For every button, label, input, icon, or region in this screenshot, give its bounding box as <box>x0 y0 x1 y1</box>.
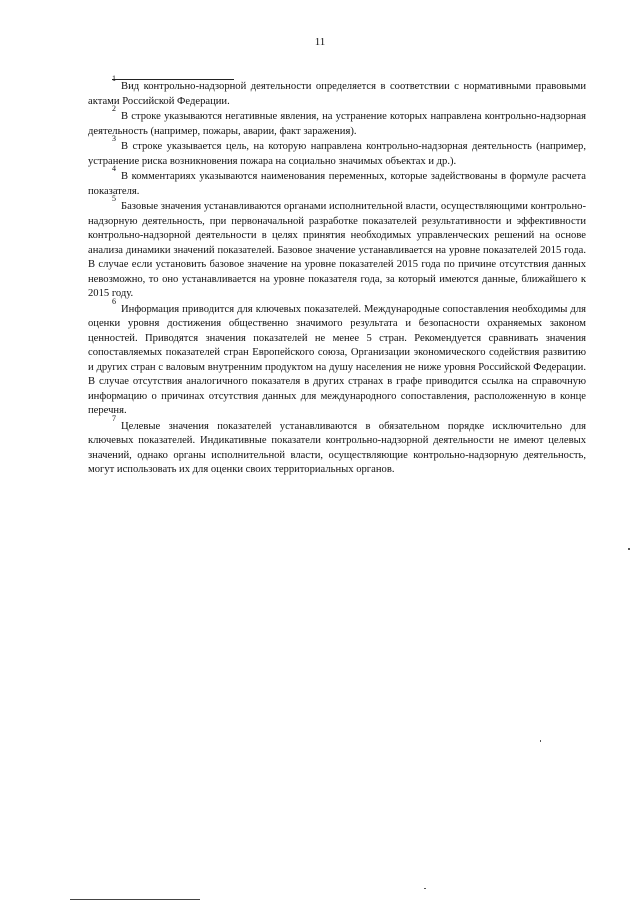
footnote-text: В комментариях указываются наименования переменных, которые задействованы в формуле расчета показателя. <box>88 171 586 197</box>
footnote-text: В строке указываются негативные явления, на устранение которых направлена контрольно-надзорная деятельность (например, пожары, аварии, факт заражения). <box>88 111 586 137</box>
footnote-mark: 6 <box>112 296 116 306</box>
footnote-mark: 3 <box>112 134 116 144</box>
footnote-text: Вид контрольно-надзорной деятельности определяется в соответствии с нормативными правовыми актами Российской Федерации. <box>88 81 586 107</box>
page-number: 11 <box>314 36 326 48</box>
scan-speck <box>628 548 630 550</box>
footnote-text: В строке указывается цель, на которую направлена контрольно-надзорная деятельность (например, устранение риска возникновения пожара на социально значимых объектах и др.). <box>88 141 586 167</box>
footnote-text: Информация приводится для ключевых показателей. Международные сопоставления необходимы для оценки уровня достижения общественно значимого результата и безопасности охраняемых законом ценностей. Приводятся значения показателей не менее 5 стран. Рекомендуется сравнивать значения сопоставляемых показателей стран Европейского союза, Организации экономического содействия развитию и других стран с валовым внутренним продуктом на душу населения не ниже уровня Российской Федерации. В случае отсутствия аналогичного показателя в других странах в графе приводится ссылка на справочную информацию о причинах отсутствия данных для международного сопоставления, расположенную в конце перечня. <box>88 303 586 416</box>
scan-speck <box>424 888 426 889</box>
footnote-3 <box>88 134 586 169</box>
scan-speck <box>540 740 541 742</box>
footnote-mark: 4 <box>112 164 116 174</box>
footnote-mark: 1 <box>112 74 116 84</box>
footnote-6 <box>88 296 586 419</box>
footnote-7 <box>88 413 586 478</box>
bottom-edge-line <box>70 899 200 900</box>
footnote-2 <box>88 104 586 139</box>
footnote-mark: 2 <box>112 104 116 114</box>
footnote-text: Целевые значения показателей устанавливаются в обязательном порядке исключительно для ключевых показателей. Индикативные показатели контрольно-надзорной деятельности не имеют целевых значений, однако органы исполнительной власти, осуществляющие контрольно-надзорную деятельность, могут использовать их для оценки своих территориальных органов. <box>88 420 586 475</box>
footnote-mark: 7 <box>112 413 116 423</box>
footnote-4 <box>88 164 586 199</box>
footnote-mark: 5 <box>112 194 116 204</box>
footnote-1 <box>88 74 586 109</box>
footnotes-block <box>88 74 586 479</box>
footnote-5 <box>88 194 586 302</box>
footnote-text: Базовые значения устанавливаются органами исполнительной власти, осуществляющими контрольно-надзорную деятельность, при первоначальной разработке показателей результативности и эффективности контрольно-надзорной деятельности в целях принятия необходимых управленческих решений на основе анализа динамики значений показателей. Базовое значение устанавливается на уровне показателей 2015 года. В случае если установить базовое значение на уровне показателей 2015 года по причине отсутствия данных невозможно, то оно устанавливается на уровне показателя года, за который имеются данные, ближайшего к 2015 году. <box>88 201 586 299</box>
